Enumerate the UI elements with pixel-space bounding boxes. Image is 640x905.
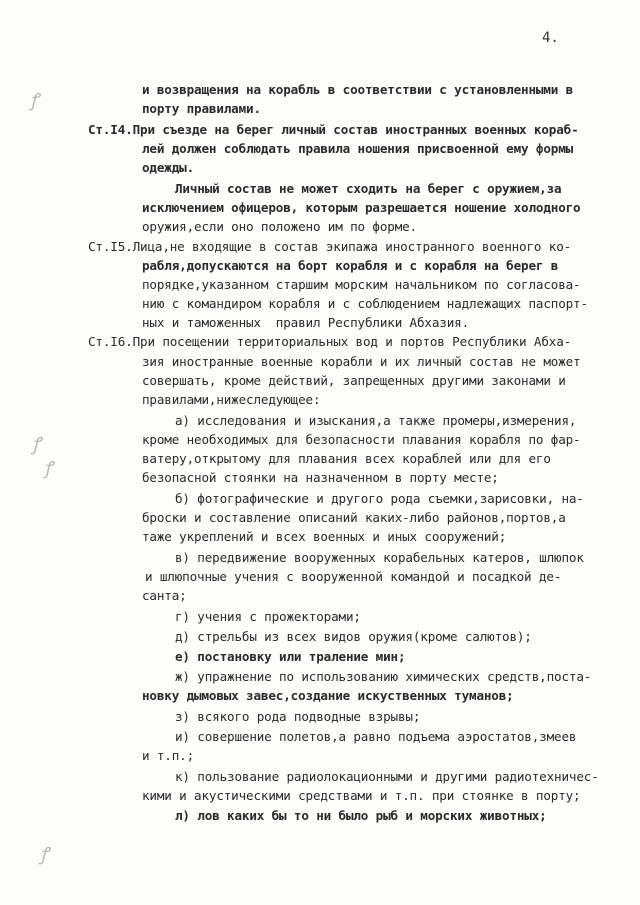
page-number: 4. [542,30,559,46]
text-line: е) постановку или траление мин; [175,649,406,664]
text-line: лей должен соблюдать правила ношения присвоенной ему формы [142,141,574,156]
text-line: з) всякого рода подводные взрывы; [175,709,421,724]
text-line: совершать, кроме действий, запрещенных другими законами и [142,373,566,388]
text-line: ж) упражнение по использованию химических средств,поста- [175,669,592,684]
text-line: и) совершение полетов,а равно подъема аэростатов,змеев [175,729,577,744]
text-line: б) фотографические и другого рода съемки,зарисовки, на- [175,491,584,506]
text-line: к) пользование радиолокационными и другими радиотехничес- [175,769,599,784]
text-line: в) передвижение вооруженных корабельных катеров, шлюпок [175,550,584,565]
text-line: таже укреплений и всех военных и иных сооружений; [142,529,507,544]
text-line: ватеру,открытому для плавания всех кораблей или для его [142,451,551,466]
text-line: рабля,допускаются на борт корабля и с корабля на берег в [142,258,559,273]
text-line: одежды. [142,160,195,175]
text-line: санта; [142,588,187,603]
margin-scribble: ꝭ [40,844,49,865]
text-line: кими и акустическими средствами и т.п. при стоянке в порту; [142,788,581,803]
text-line: г) учения с прожекторами; [175,609,361,624]
text-line: л) лов каких бы то ни было рыб и морских животных; [175,808,547,823]
text-line: Ст.I5.Лица,не входящие в состав экипажа иностранного военного ко- [88,239,572,254]
margin-scribble: ꝭ [30,90,39,111]
text-line: и шлюпочные учения с вооруженной командой и посадкой де- [145,569,562,584]
text-line: Личный состав не может сходить на берег с оружием,за [175,181,562,196]
text-line: нию с командиром корабля и с соблюдением надлежащих паспорт- [142,296,588,311]
text-line: а) исследования и изыскания,а также промеры,измерения, [175,413,577,428]
text-line: безопасной стоянки на назначенном в порту месте; [142,470,499,485]
text-line: порядке,указанном старшим морским начальником по согласова- [142,277,581,292]
text-line: ных и таможенных правил Республики Абхазия. [142,315,470,330]
text-line: и возвращения на корабль в соответствии с установленными в [142,82,574,97]
text-line: броски и составление описаний каких-либо районов,портов,а [142,510,566,525]
text-line: и т.п.; [142,748,195,763]
text-line: Ст.I4.При съезде на берег личный состав иностранных военных кораб- [88,122,579,137]
text-line: кроме необходимых для безопасности плавания корабля по фар- [142,432,581,447]
text-line: Ст.I6.При посещении территориальных вод и портов Республики Абха- [88,334,572,349]
margin-scribble: ꝭ [44,458,53,479]
text-line: д) стрельбы из всех видов оружия(кроме салютов); [175,629,532,644]
text-line: правилами,нижеследующее: [142,392,321,407]
text-line: исключением офицеров, которым разрешается ношение холодного [142,200,581,215]
text-line: новку дымовых завес,создание искуственных туманов; [142,688,514,703]
margin-scribble: ꝭ [32,434,41,455]
text-line: зия иностранные военные корабли и их личный состав не может [142,354,581,369]
text-line: порту правилами. [142,101,261,116]
text-line: оружия,если оно положено им по форме. [142,219,417,234]
